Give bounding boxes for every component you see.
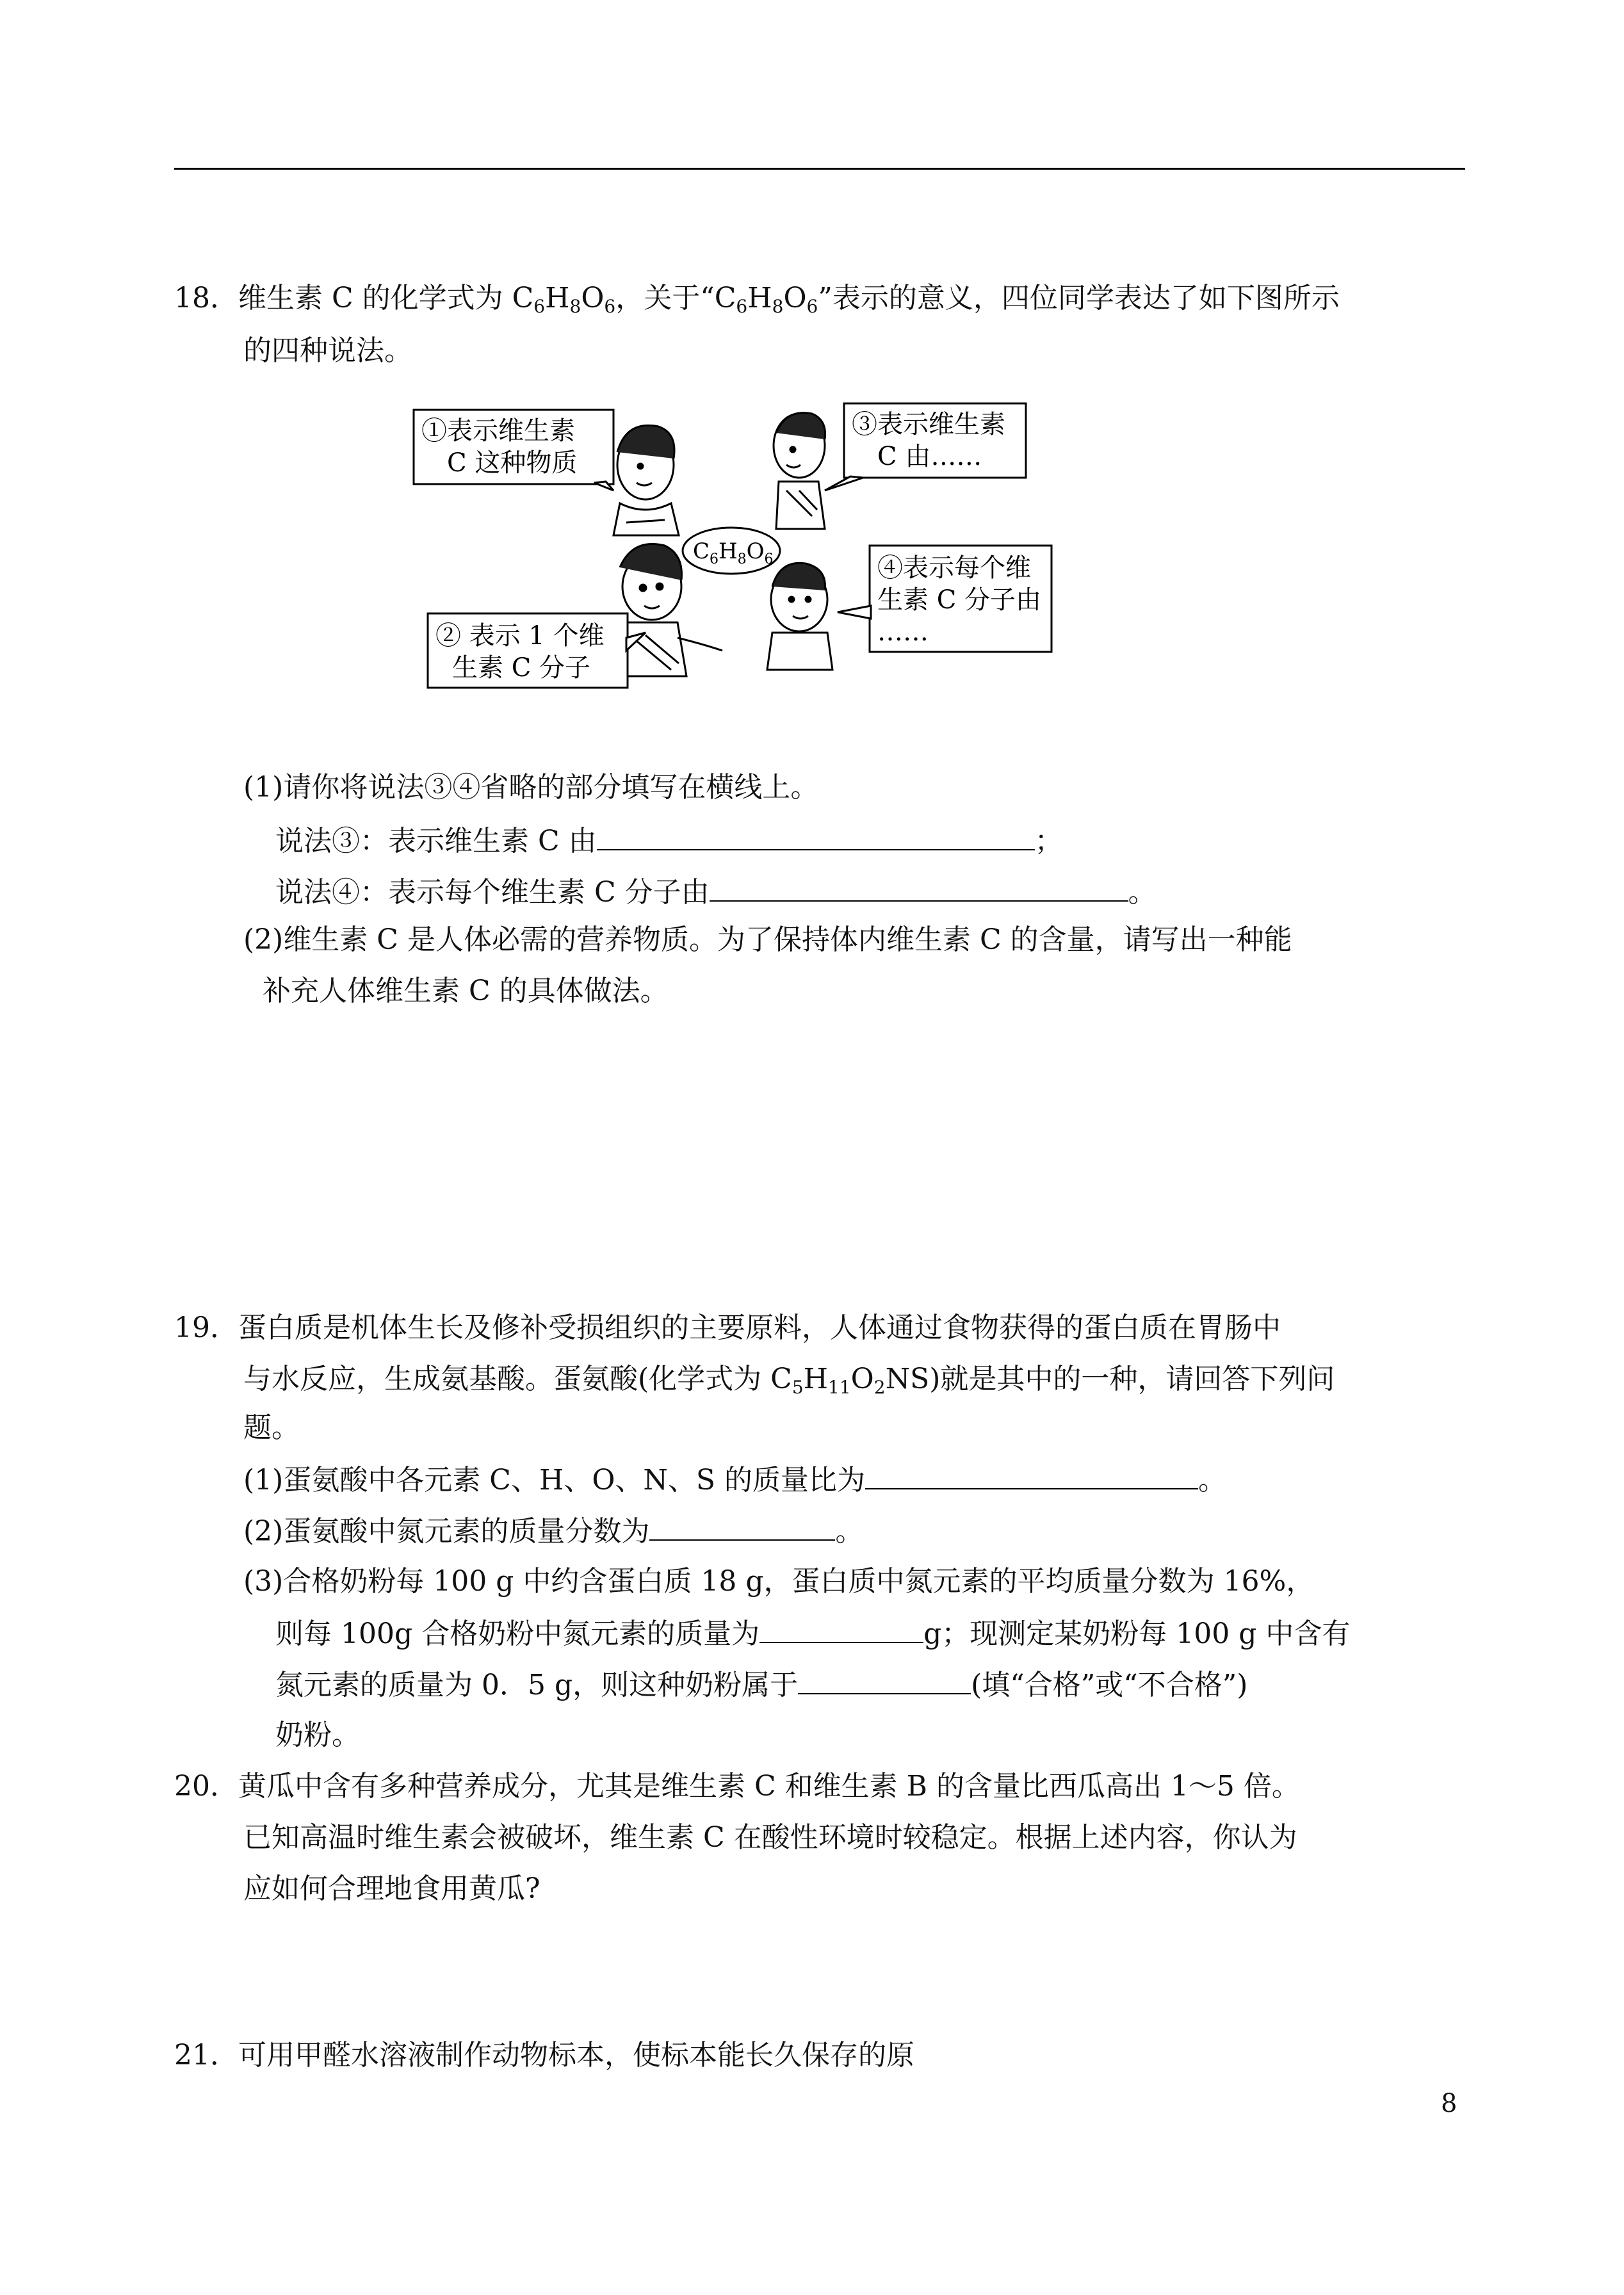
q19-part1: (1)蛋氨酸中各元素 C、H、O、N、S 的质量比为 。 [243, 1460, 1226, 1500]
speech-bubble-3 [825, 403, 1026, 491]
q18-part2-line1: (2)维生素 C 是人体必需的营养物质。为了保持体内维生素 C 的含量，请写出一种能 [243, 923, 1292, 956]
man-3-figure [774, 413, 825, 529]
q19-number: 19． [174, 1311, 238, 1344]
answer-blank-qualified[interactable] [798, 1665, 971, 1694]
q20-line2: 已知高温时维生素会被破坏，维生素 C 在酸性环境时较稳定。根据上述内容，你认为 [243, 1821, 1297, 1854]
speech-bubble-1 [414, 410, 613, 491]
q18-part1-a: 说法③：表示维生素 C 由 ； [275, 821, 1063, 861]
bubble4-line1: ④表示每个维 [877, 553, 1031, 583]
bubble4-line2: 生素 C 分子由 [877, 585, 1042, 615]
answer-blank-statement3[interactable] [597, 821, 1035, 850]
answer-blank-mass-fraction[interactable] [649, 1511, 835, 1541]
q19-part3-line2: 则每 100g 合格奶粉中氮元素的质量为 g；现测定某奶粉每 100 g 中含有 [275, 1614, 1350, 1653]
q21-number: 21． [174, 2039, 238, 2072]
q19-line3: 题。 [243, 1411, 300, 1444]
boy-1-figure [613, 425, 679, 535]
q18-part1-b: 说法④：表示每个维生素 C 分子由 。 [275, 872, 1157, 912]
q20-line1: 20．黄瓜中含有多种营养成分，尤其是维生素 C 和维生素 B 的含量比西瓜高出 1～5 倍。 [174, 1770, 1300, 1803]
header-rule [174, 168, 1465, 170]
bubble3-line1: ③表示维生素 [852, 410, 1005, 439]
answer-blank-mass-ratio[interactable] [865, 1460, 1198, 1489]
center-formula [683, 528, 780, 574]
bubble2-line1: ② 表示 1 个维 [435, 621, 605, 651]
answer-blank-nitrogen-mass[interactable] [759, 1614, 923, 1643]
q18-part1: (1)请你将说法③④省略的部分填写在横线上。 [243, 771, 819, 804]
speech-bubble-2 [428, 613, 646, 688]
answer-blank-statement4[interactable] [710, 872, 1128, 902]
q19-line1: 19．蛋白质是机体生长及修补受损组织的主要原料，人体通过食物获得的蛋白质在胃肠中 [174, 1311, 1281, 1344]
q19-part2: (2)蛋氨酸中氮元素的质量分数为 。 [243, 1511, 863, 1551]
bubble4-line3: …… [877, 617, 929, 647]
q20-line3: 应如何合理地食用黄瓜? [243, 1872, 540, 1905]
q20-number: 20． [174, 1770, 238, 1803]
page-number: 8 [1441, 2089, 1458, 2118]
bubble1-line2: C 这种物质 [447, 448, 578, 478]
q18-figure [402, 394, 1084, 695]
q19-part3-line1: (3)合格奶粉每 100 g 中约含蛋白质 18 g，蛋白质中氮元素的平均质量分数为 16%， [243, 1565, 1315, 1598]
q18-stem-line2: 的四种说法。 [243, 334, 412, 367]
svg-text:C6H8O6: $C_6H_8O_6$ [693, 539, 774, 567]
q19-part3-line3: 氮元素的质量为 0．5 g，则这种奶粉属于 (填“合格”或“不合格”) [275, 1665, 1247, 1705]
q18-number: 18． [174, 282, 238, 314]
q19-part3-line4: 奶粉。 [275, 1719, 360, 1751]
bubble3-line2: C 由…… [877, 442, 982, 471]
boy-4-figure [767, 563, 832, 670]
q21-line1: 21．可用甲醛水溶液制作动物标本，使标本能长久保存的原 [174, 2039, 914, 2072]
q18-part2-line2: 补充人体维生素 C 的具体做法。 [263, 975, 669, 1007]
bubble2-line2: 生素 C 分子 [452, 653, 591, 683]
speech-bubble-4 [838, 546, 1052, 652]
q19-line2: 与水反应，生成氨基酸。蛋氨酸(化学式为 $C_5H_{11}O_2NS$)就是其中的一种，请回答下列问 [243, 1363, 1335, 1398]
q18-stem-line1: 18．维生素 C 的化学式为 $C_6H_8O_6$，关于“$C_6H_8O_6$”表示的意义，四位同学表达了如下图所示 [174, 282, 1340, 317]
bubble1-line1: ①表示维生素 [421, 416, 575, 446]
